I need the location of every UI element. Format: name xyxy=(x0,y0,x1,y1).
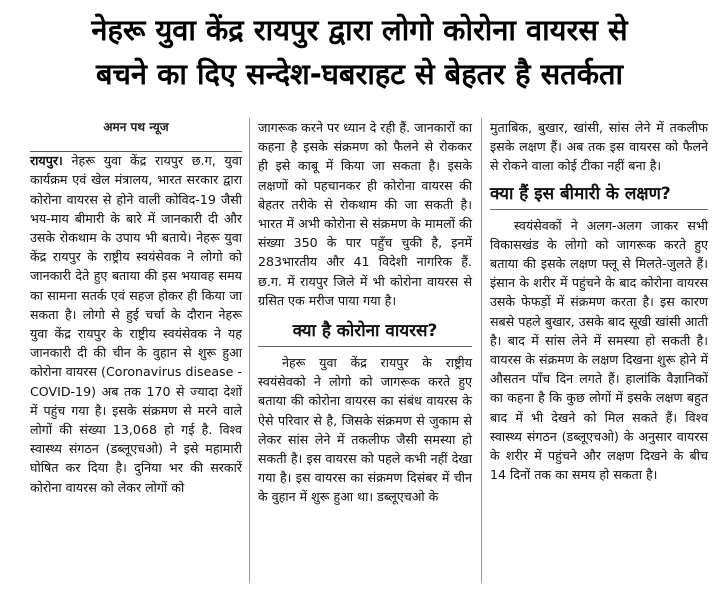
column-2-paragraph-2: नेहरू युवा केंद्र रायपुर के राष्ट्रीय स्वयंसेवको ने लोगो को जागरूक करते हुए बताया की कोरोना वायरस का संबंध वायरस के ऐसे परिवार से है, जिसके संक्रमण से जुकाम से लेकर सांस लेने में तकलीफ जैसी समस्या हो सकती है। इस वायरस को पहले कभी नहीं देखा गया है। इस वायरस का संक्रमण दिसंबर में चीन के वुहान में शुरू हुआ था। डब्लूएचओ के xyxy=(258,355,472,505)
column-1-paragraph xyxy=(30,151,242,497)
column-1 xyxy=(30,118,242,497)
subhead-what-is-corona: क्या है कोरोना वायरस? xyxy=(258,319,472,347)
headline xyxy=(0,8,719,96)
headline-line-1: नेहरू युवा केंद्र रायपुर द्वारा लोगो कोरोना वायरस से xyxy=(91,13,628,47)
column-3 xyxy=(490,118,708,484)
column-2-paragraph-1: जागरूक करने पर ध्यान दे रही हैं. जानकारों का कहना है इसके संक्रमण को फैलने से रोककर ही इसे काबू में किया जा सकता है। इसके लक्षणों को पहचानकर ही कोरोना वायरस की बेहतर तरीके से रोकथाम की जा सकती है। भारत में अभी कोरोना से संक्रमण के मामलों की संख्या 350 के पार पहुँच चुकी है, इनमें 283भारतीय और 41 विदेशी नागरिक हैं. छ.ग. में रायपुर जिले में भी कोरोना वायरस से ग्रसित एक मरीज पाया गया है। xyxy=(258,120,472,308)
dateline: रायपुर। xyxy=(30,153,63,169)
column-1-text: नेहरू युवा केंद्र रायपुर छ.ग, युवा कार्यक्रम एवं खेल मंत्रालय, भारत सरकार द्वारा कोरोना वायरस से होने वाली कोविद-19 जैसी भय-माय बीमारी के बारे में जानकारी दी और उसके रोकथाम के उपाय भी बताये। नेहरू युवा केंद्र रायपुर के राष्ट्रीय स्वयंसेवक ने लोगो को जानकारी देते हुए बताया की इस भयावह समय का सामना सतर्क एवं सहज होकर ही किया जा सकता है। लोगो से हुई चर्चा के दौरान नेहरू युवा केंद्र रायपुर के राष्ट्रीय स्वयंसेवक ने यह जानकारी दी की चीन के वुहान से शुरू हुआ कोरोना वायरस (Coronavirus disease - COVID-19) अब तक 170 से ज्यादा देशों में पहुंच गया है। इसके संक्रमण से मरने वाले लोगों की संख्या 13,068 हो गई है. विश्व स्वास्थ्य संगठन (डब्लूएचओ) ने इसे महामारी घोषित कर दिया है। दुनिया भर की सरकारें कोरोना वायरस को लेकर लोगों को xyxy=(30,153,242,495)
byline: अमन पथ न्यूज xyxy=(103,120,169,134)
column-3-paragraph-2: स्वयंसेवकों ने अलग-अलग जाकर सभी विकासखंड के लोगो को जागरूक करते हुए बताया की इसके लक्षण फ्लू से मिलते-जुलते हैं। इंसान के शरीर में पहुंचने के बाद कोरोना वायरस उसके फेफड़ों में संक्रमण करता है। इस कारण सबसे पहले बुखार, उसके बाद सूखी खांसी आती है। बाद में सांस लेने में समस्या हो सकती है। वायरस के संक्रमण के लक्षण दिखना शुरू होने में औसतन पाँच दिन लगते हैं। हालांकि वैज्ञानिकों का कहना है कि कुछ लोगों में इसके लक्षण बहुत बाद में भी देखने को मिल सकते हैं। विश्व स्वास्थ्य संगठन (डब्लूएचओ) के अनुसार वायरस के शरीर में पहुंचने और लक्षण दिखने के बीच 14 दिनों तक का समय हो सकता है। xyxy=(490,217,708,483)
subhead-symptoms: क्या हैं इस बीमारी के लक्षण? xyxy=(490,182,708,210)
column-3-paragraph-1: मुताबिक, बुखार, खांसी, सांस लेने में तकलीफ इसके लक्षण हैं। अब तक इस वायरस को फैलने से रोकने वाला कोई टीका नहीं बना है। xyxy=(490,120,708,174)
headline-line-2: बचने का दिए सन्देश-घबराहट से बेहतर है सतर्कता xyxy=(95,57,624,91)
column-divider-2 xyxy=(481,118,482,583)
column-divider-1 xyxy=(249,118,250,583)
column-2 xyxy=(258,118,472,507)
byline-rule xyxy=(30,151,242,152)
